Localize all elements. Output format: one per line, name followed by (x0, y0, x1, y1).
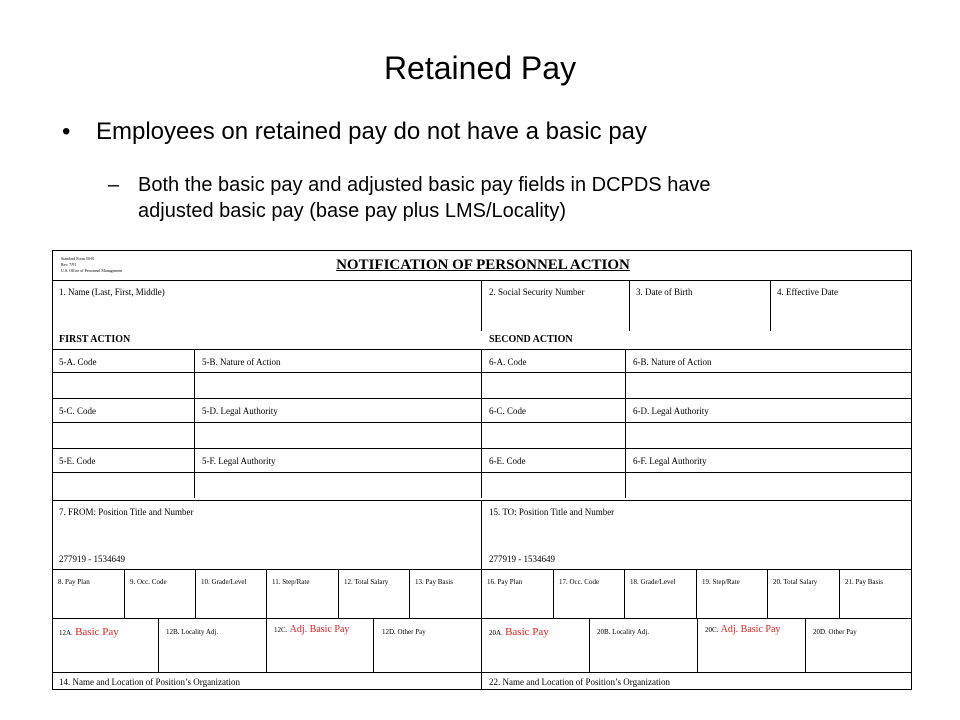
adj-basic-pay-12c-highlight: Adj. Basic Pay (289, 624, 350, 635)
locality-adj-20b-label: 20B. Locality Adj. (597, 628, 650, 636)
total-salary-12-label: 12. Total Salary (344, 578, 389, 586)
form-revision: Rev. 7/91 (61, 262, 77, 267)
form-number: Standard Form 50-B (61, 256, 94, 261)
from-position-label: 7. FROM: Position Title and Number (59, 507, 194, 517)
code-5a-label: 5-A. Code (59, 357, 97, 367)
authority-6f-label: 6-F. Legal Authority (633, 456, 707, 466)
adj-basic-pay-12c-label: 12C. Adj. Basic Pay (274, 624, 350, 635)
code-6a-label: 6-A. Code (489, 357, 527, 367)
sub-bullet-line-2: adjusted basic pay (base pay plus LMS/Locality) (138, 200, 567, 222)
ssn-label: 2. Social Security Number (489, 287, 585, 297)
authority-5f-label: 5-F. Legal Authority (202, 456, 276, 466)
pay-basis-21-label: 21. Pay Basis (845, 578, 883, 586)
from-position-value: 277919 - 1534649 (59, 554, 125, 564)
to-position-value: 277919 - 1534649 (489, 554, 555, 564)
code-6e-label: 6-E. Code (489, 456, 526, 466)
to-position-label: 15. TO: Position Title and Number (489, 507, 615, 517)
dob-label: 3. Date of Birth (636, 287, 693, 297)
effective-date-label: 4. Effective Date (777, 287, 839, 297)
step-rate-19-label: 19. Step/Rate (702, 578, 740, 586)
authority-6d-label: 6-D. Legal Authority (633, 406, 709, 416)
form-agency: U.S. Office of Personnel Management (61, 268, 123, 273)
occ-code-17-label: 17. Occ. Code (559, 578, 600, 586)
grade-level-18-label: 18. Grade/Level (630, 578, 676, 586)
pay-basis-13-label: 13. Pay Basis (415, 578, 453, 586)
personnel-action-form (52, 250, 912, 690)
grade-level-10-label: 10. Grade/Level (201, 578, 247, 586)
nature-5b-label: 5-B. Nature of Action (202, 357, 281, 367)
slide-title: Retained Pay (383, 50, 577, 86)
first-action-heading: FIRST ACTION (59, 334, 131, 345)
basic-pay-12a-highlight: Basic Pay (75, 626, 119, 638)
code-5e-label: 5-E. Code (59, 456, 96, 466)
code-5c-label: 5-C. Code (59, 406, 96, 416)
bullet-marker: • (62, 118, 71, 145)
total-salary-20-label: 20. Total Salary (773, 578, 818, 586)
locality-adj-12b-label: 12B. Locality Adj. (166, 628, 219, 636)
nature-6b-label: 6-B. Nature of Action (633, 357, 712, 367)
pay-plan-16-label: 16. Pay Plan (487, 578, 523, 586)
organization-22-label: 22. Name and Location of Position’s Organization (489, 677, 671, 687)
basic-pay-20a-highlight: Basic Pay (505, 626, 549, 638)
sub-bullet-marker: – (108, 174, 120, 196)
form-title: NOTIFICATION OF PERSONNEL ACTION (336, 257, 630, 273)
other-pay-12d-label: 12D. Other Pay (382, 628, 426, 636)
sub-bullet-line-1: Both the basic pay and adjusted basic pay fields in DCPDS have (138, 174, 711, 196)
code-6c-label: 6-C. Code (489, 406, 526, 416)
occ-code-9-label: 9. Occ. Code (130, 578, 167, 586)
name-label: 1. Name (Last, First, Middle) (59, 287, 165, 297)
second-action-heading: SECOND ACTION (489, 334, 573, 345)
adj-basic-pay-20c-highlight: Adj. Basic Pay (720, 624, 781, 635)
authority-5d-label: 5-D. Legal Authority (202, 406, 278, 416)
basic-pay-12a-label: 12A. Basic Pay (59, 626, 119, 638)
organization-14-label: 14. Name and Location of Position’s Organization (59, 677, 241, 687)
pay-plan-8-label: 8. Pay Plan (58, 578, 90, 586)
other-pay-20d-label: 20D. Other Pay (813, 628, 857, 636)
bullet-text: Employees on retained pay do not have a basic pay (96, 118, 648, 145)
step-rate-11-label: 11. Step/Rate (272, 578, 310, 586)
basic-pay-20a-label: 20A. Basic Pay (489, 626, 549, 638)
adj-basic-pay-20c-label: 20C. Adj. Basic Pay (705, 624, 781, 635)
